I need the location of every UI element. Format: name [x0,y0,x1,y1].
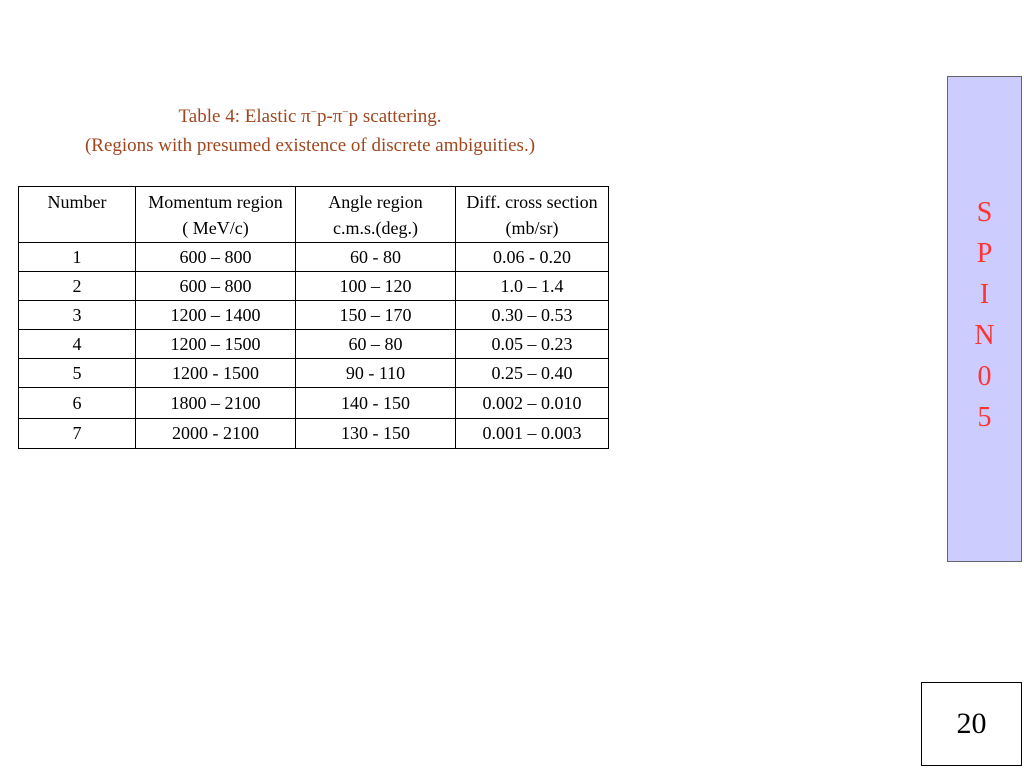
caption-superscript: − [342,106,349,118]
table-row [19,419,609,449]
table-row [19,243,609,272]
conference-side-banner [947,76,1022,562]
caption-text: Table 4: Elastic π [178,106,311,127]
caption-line-2: (Regions with presumed existence of discrete ambiguities.) [84,135,536,156]
caption-text: p scattering. [348,106,442,127]
cell-cross-section: 0.002 – 0.010 [456,388,609,419]
cell-momentum: 1200 – 1400 [136,301,296,330]
header-sublabel: ( MeV/c) [182,218,249,238]
header-sublabel: (mb/sr) [505,218,559,238]
table-row [19,272,609,301]
cell-cross-section: 0.06 - 0.20 [456,243,609,272]
cell-angle: 130 - 150 [296,419,456,449]
side-letter: N [974,320,995,351]
cell-number: 4 [19,330,136,359]
cell-cross-section: 0.05 – 0.23 [456,330,609,359]
header-sublabel: c.m.s.(deg.) [333,218,418,238]
table-row [19,359,609,388]
cell-angle: 60 - 80 [296,243,456,272]
cell-momentum: 2000 - 2100 [136,419,296,449]
cell-momentum: 1200 – 1500 [136,330,296,359]
header-label: Diff. cross section [466,192,598,212]
side-letter: I [979,279,990,310]
header-label: Number [47,192,107,212]
header-cell [456,187,609,243]
cell-cross-section: 0.25 – 0.40 [456,359,609,388]
cell-angle: 60 – 80 [296,330,456,359]
cell-number: 1 [19,243,136,272]
cell-number: 5 [19,359,136,388]
cell-cross-section: 0.30 – 0.53 [456,301,609,330]
cell-momentum: 1800 – 2100 [136,388,296,419]
table-caption [20,102,600,160]
header-label: Angle region [328,192,423,212]
header-cell [136,187,296,243]
header-row [19,187,609,243]
side-letter: 0 [977,361,992,392]
caption-text: p-π [316,106,343,127]
cell-momentum: 600 – 800 [136,243,296,272]
side-letter: S [976,197,993,228]
header-cell [19,187,136,243]
cell-angle: 150 – 170 [296,301,456,330]
table-row [19,330,609,359]
cell-number: 7 [19,419,136,449]
cell-angle: 140 - 150 [296,388,456,419]
scattering-table [18,186,609,449]
cell-number: 3 [19,301,136,330]
cell-number: 6 [19,388,136,419]
cell-angle: 90 - 110 [296,359,456,388]
caption-line-1 [20,102,600,131]
cell-angle: 100 – 120 [296,272,456,301]
header-label: Momentum region [148,192,283,212]
page-number: 20 [921,682,1022,766]
cell-cross-section: 0.001 – 0.003 [456,419,609,449]
caption-superscript: − [310,106,317,118]
cell-momentum: 1200 - 1500 [136,359,296,388]
table-row [19,388,609,419]
cell-cross-section: 1.0 – 1.4 [456,272,609,301]
cell-number: 2 [19,272,136,301]
table-row [19,301,609,330]
side-letter: P [976,238,993,269]
cell-momentum: 600 – 800 [136,272,296,301]
side-letter: 5 [977,402,992,433]
header-cell [296,187,456,243]
